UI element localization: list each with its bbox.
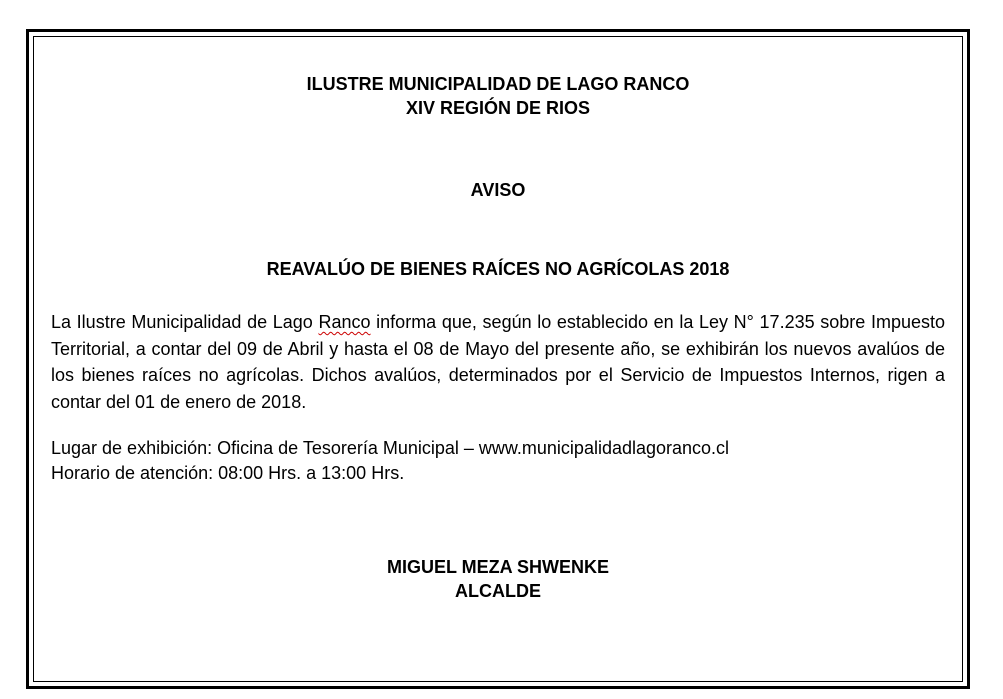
spellcheck-flagged-word: Ranco <box>318 312 371 332</box>
exhibition-info <box>51 436 945 486</box>
document-frame-inner <box>33 36 963 682</box>
municipality-header <box>34 72 962 120</box>
notice-heading: AVISO <box>470 180 526 200</box>
notice-body-paragraph <box>51 309 945 415</box>
signatory-title: ALCALDE <box>455 581 541 601</box>
exhibition-location: Lugar de exhibición: Oficina de Tesorería Municipal – www.municipalidadlagoranco.cl <box>51 438 730 458</box>
municipality-name: ILUSTRE MUNICIPALIDAD DE LAGO RANCO <box>306 74 690 94</box>
signatory-name: MIGUEL MEZA SHWENKE <box>386 557 609 577</box>
body-text-part2: informa que, según lo establecido en la Ley N° 17.235 sobre Impuesto Territorial, a contar del 09 de Abril y hasta el 08 de Mayo del presente año, se exhibirán los nuevos avalúos de los bienes raíces no agrícolas. Dichos avalúos, determinados por el Servicio de Impuestos Internos, rigen a contar del 01 de enero de 2018. <box>51 312 945 412</box>
region-name: XIV REGIÓN DE RIOS <box>405 98 591 118</box>
body-text-part1: La Ilustre Municipalidad de Lago <box>51 312 319 332</box>
office-hours: Horario de atención: 08:00 Hrs. a 13:00 Hrs. <box>51 463 405 483</box>
notice-subject: REAVALÚO DE BIENES RAÍCES NO AGRÍCOLAS 2018 <box>266 259 730 279</box>
document-frame-outer <box>26 29 970 689</box>
signature-block <box>34 555 962 603</box>
